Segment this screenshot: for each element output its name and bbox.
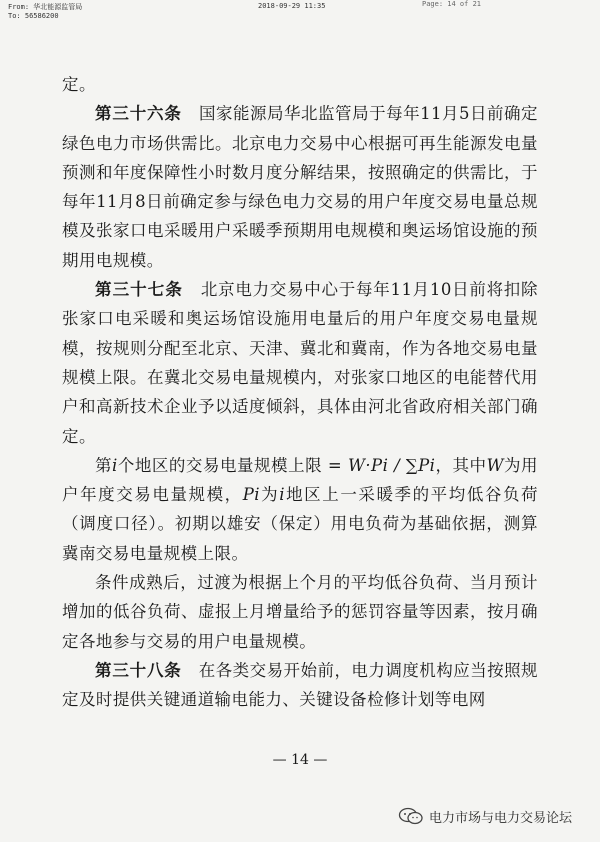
fp-as: 为 — [260, 485, 280, 505]
fp-i2: i — [279, 485, 285, 505]
document-body — [62, 70, 538, 715]
formula-paragraph — [62, 451, 538, 568]
fax-header — [0, 0, 600, 24]
fp-wdef: 为用户年度交易电量规模， — [62, 455, 538, 505]
article-38-text: 在各类交易开始前，电力调度机构应当按照规定及时提供关键通道输电能力、关键设备检修计划等电网 — [62, 660, 539, 710]
watermark-text: 电力市场与电力交易论坛 — [429, 810, 573, 826]
article-36 — [62, 99, 538, 275]
article-36-text: 国家能源局华北监管局于每年11月5日前确定绿色电力市场供需比。北京电力交易中心根据可再生能源发电量预测和年度保障性小时数月度分解结果，按照确定的供需比，于每年11月8日前确定参与绿色电力交易的用户年度交易电量总规模及张家口电采暖用户采暖季预期用电规模和奥运场馆设施的预期用电规模。 — [62, 104, 538, 270]
article-38 — [62, 656, 538, 715]
article-37 — [62, 275, 538, 451]
fp-pre: 第 — [95, 455, 113, 475]
article-37-label: 第三十七条 — [95, 280, 183, 300]
fp-Pi: Pi — [242, 485, 261, 505]
fp-rest: 地区上一采暖季的平均低谷负荷（调度口径）。初期以雄安（保定）用电负荷为基础依据，测算冀南交易电量规模上限。 — [62, 485, 539, 563]
watermark — [398, 806, 572, 826]
wechat-icon — [398, 807, 424, 825]
article-36-label: 第三十六条 — [95, 104, 182, 124]
allocation-formula: W·Pi / ∑Pi — [347, 455, 436, 475]
fp-comma: ，其中 — [435, 455, 487, 475]
fax-from: From: 华北能源监管局 — [8, 3, 83, 11]
article-37-text: 北京电力交易中心于每年11月10日前将扣除张家口电采暖和奥运场馆设施用电量后的用户年度交易电量规模，按规则分配至北京、天津、冀北和冀南，作为各地交易电量规模上限。在冀北交易电量规模内，对张家口地区的电能替代用户和高新技术企业予以适度倾斜，具体由河北省政府相关部门确定。 — [62, 280, 538, 446]
fax-page: Page: 14 of 21 — [422, 0, 482, 8]
article-38-label: 第三十八条 — [95, 660, 182, 680]
fp-mid: 个地区的交易电量规模上限 = — [117, 455, 348, 475]
continuation-text: 定。 — [62, 75, 96, 94]
fp-W: W — [486, 455, 504, 475]
conditions-paragraph: 条件成熟后，过渡为根据上个月的平均低谷负荷、当月预计增加的低谷负荷、虚报上月增量给予的惩罚容量等因素，按月确定各地参与交易的用户电量规模。 — [62, 573, 538, 651]
fax-to: To: 56586200 — [8, 12, 59, 20]
page-number: — 14 — — [272, 752, 328, 768]
fax-time: 2018-09-29 11:35 — [258, 2, 326, 10]
fp-i1: i — [112, 455, 118, 475]
